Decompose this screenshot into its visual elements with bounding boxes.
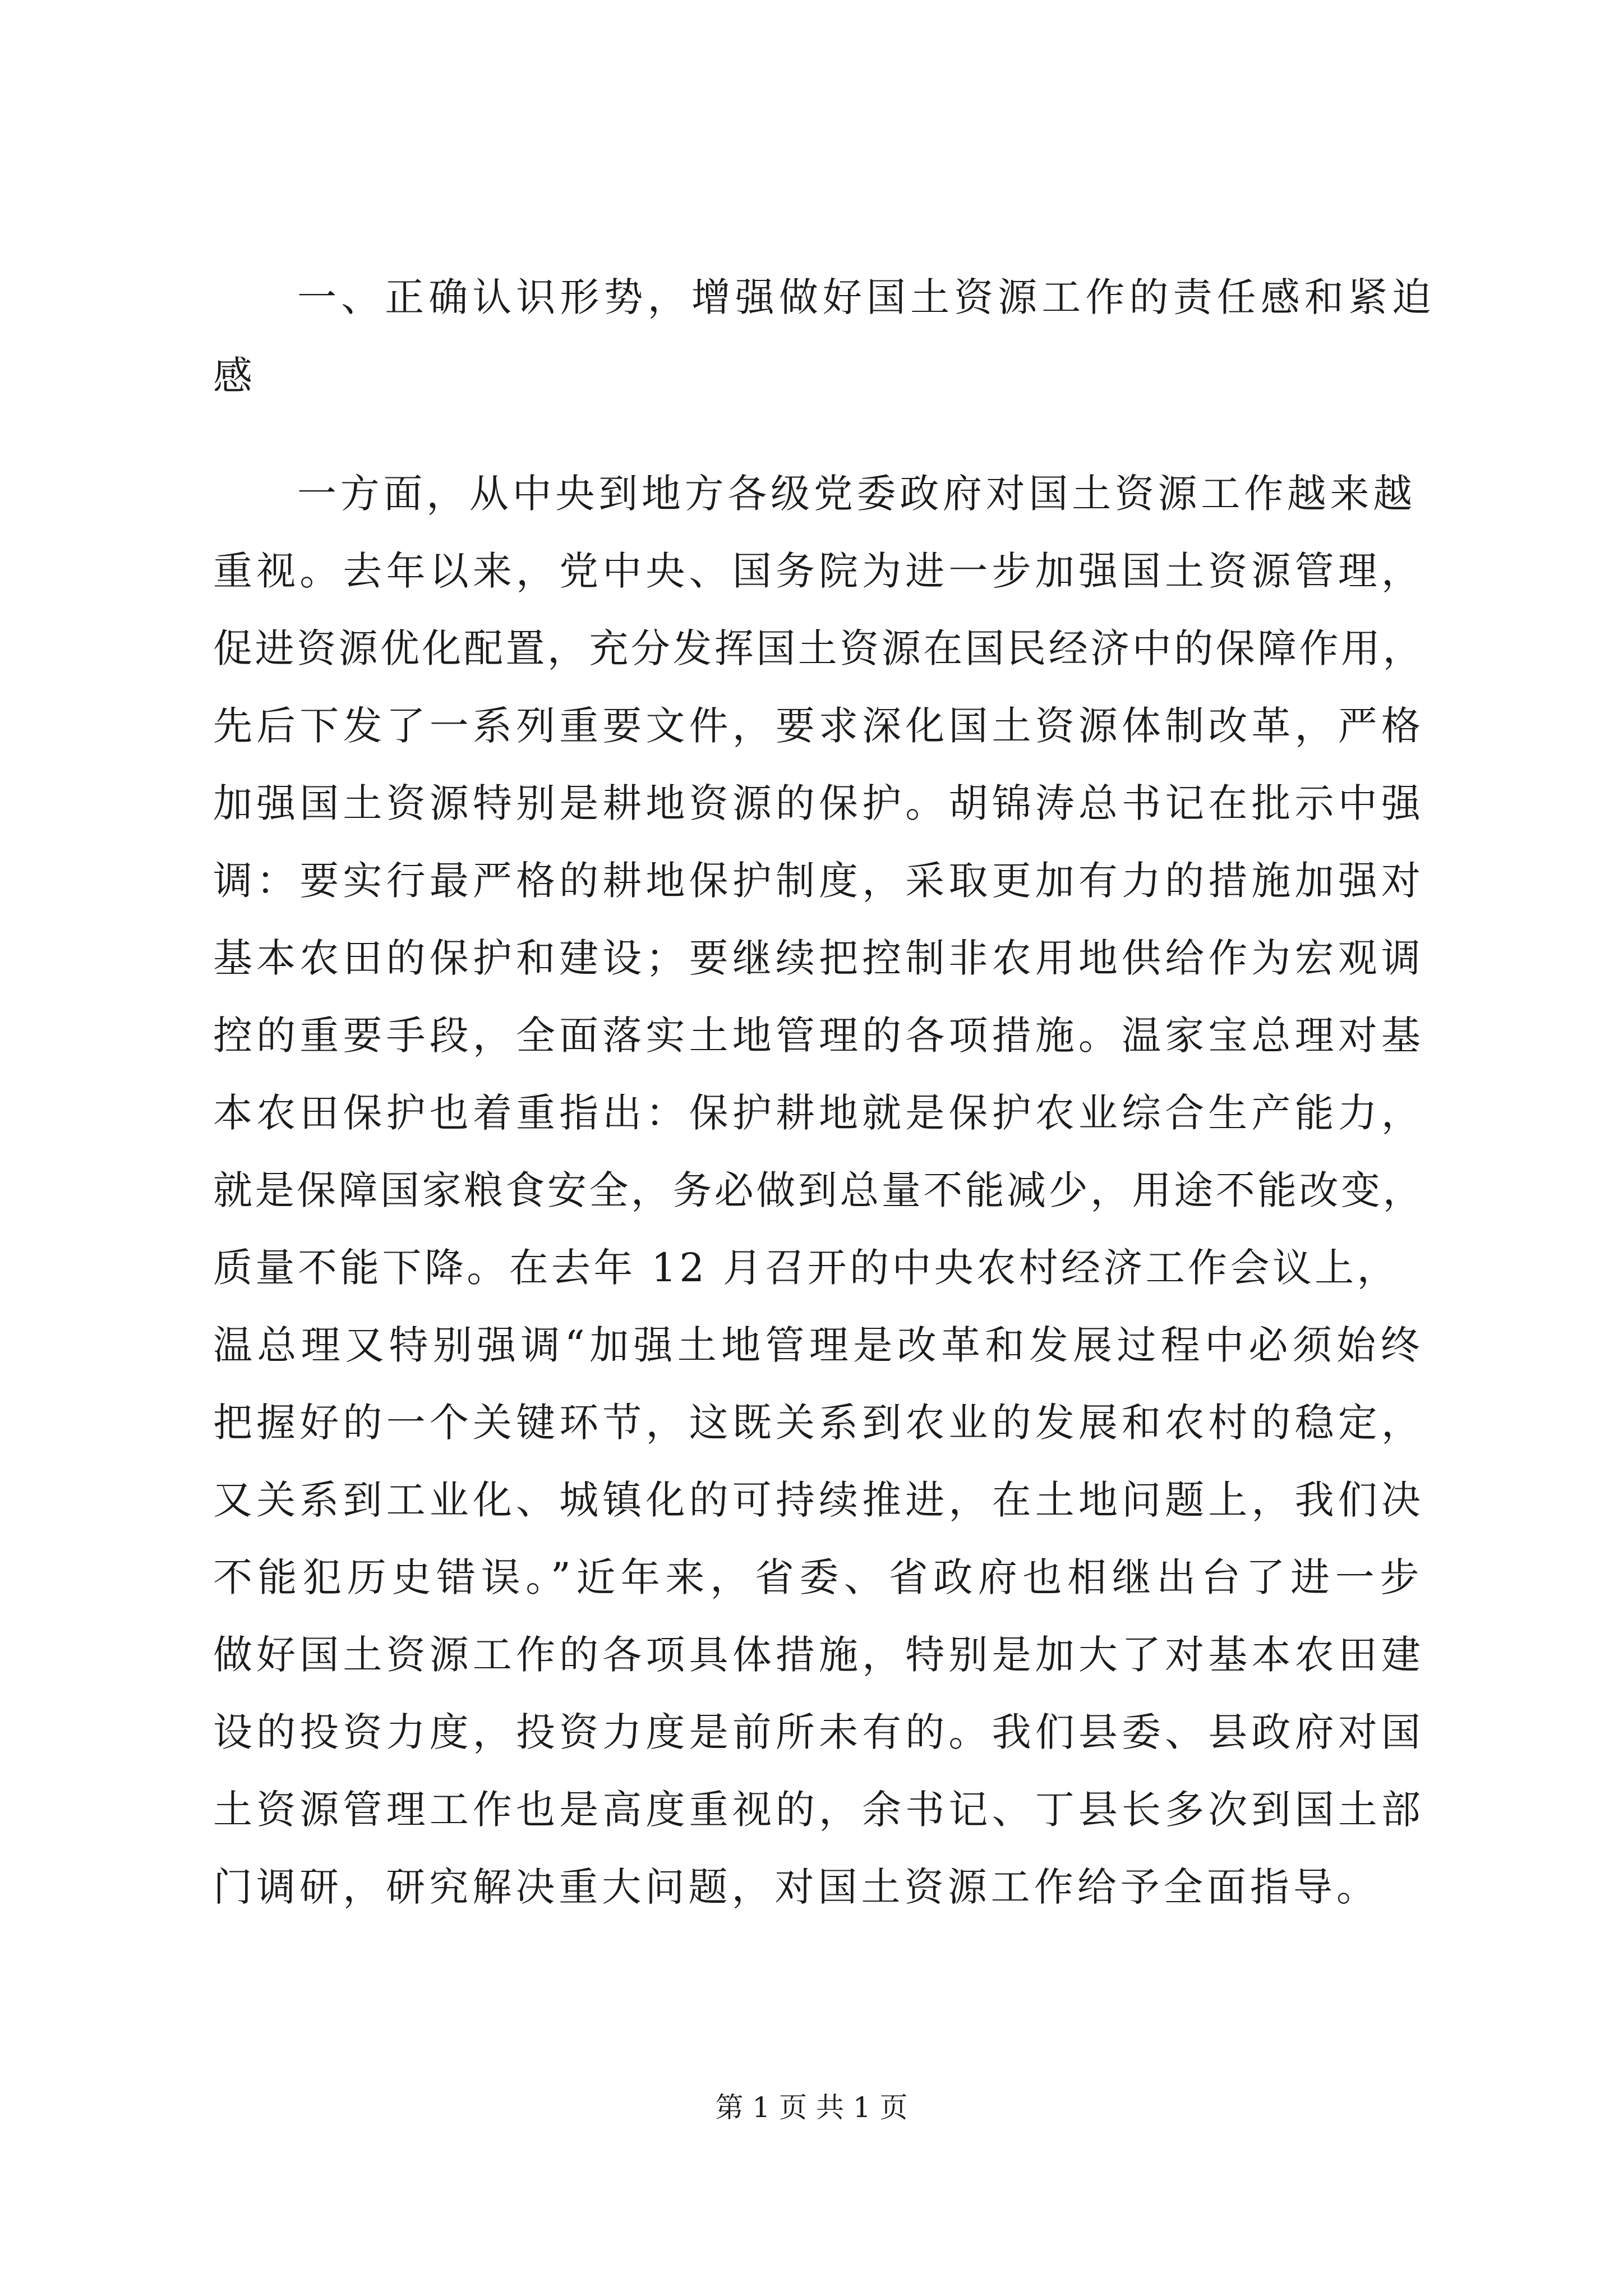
document-page: 一、正确认识形势，增强做好国土资源工作的责任感和紧迫 感 一方面，从中央到地方各级党委政府对国土资源工作越来越 重视。去年以来，党中央、国务院为进一步加强国土资源管理， 促进资源优化配置，充分发挥国土资源在国民经济中的保障作用， 先后下发了一系列重要文件，要求深化国土资源体制改革，严格 加强国土资源特别是耕地资源的保护。胡锦涛总书记在批示中强 调：要实行最严格的耕地保护制度，采取更加有力的措施加强对 基本农田的保护和建设；要继续把控制非农用地供给作为宏观调 控的重要手段，全面落实土地管理的各项措施。温家宝总理对基 本农田保护也着重指出：保护耕地就是保护农业综合生产能力， 就是保障国家粮食安全，务必做到总量不能减少，用途不能改变， 质量不能下降。在去年 12 月召开的中央农村经济工作会议上， 温总理又特别强调“加强土地管理是改革和发展过程中必须始终 把握好的一个关键环节，这既关系到农业的发展和农村的稳定， 又关系到工业化、城镇化的可持续推进，在土地问题上，我们决 不能犯历史错误。”近年来，省委、省政府也相继出台了进一步 做好国土资源工作的各项具体措施，特别是加大了对基本农田建 设的投资力度，投资力度是前所未有的。我们县委、县政府对国 土资源管理工作也是高度重视的，余书记、丁县长多次到国土部 门调研，研究解决重大问题，对国土资源工作给予全面指导。 第 1 页 共 1 页 (0, 0, 1623, 2296)
page-number: 第 1 页 共 1 页 (715, 2091, 908, 2124)
page-footer (0, 2085, 1623, 2130)
